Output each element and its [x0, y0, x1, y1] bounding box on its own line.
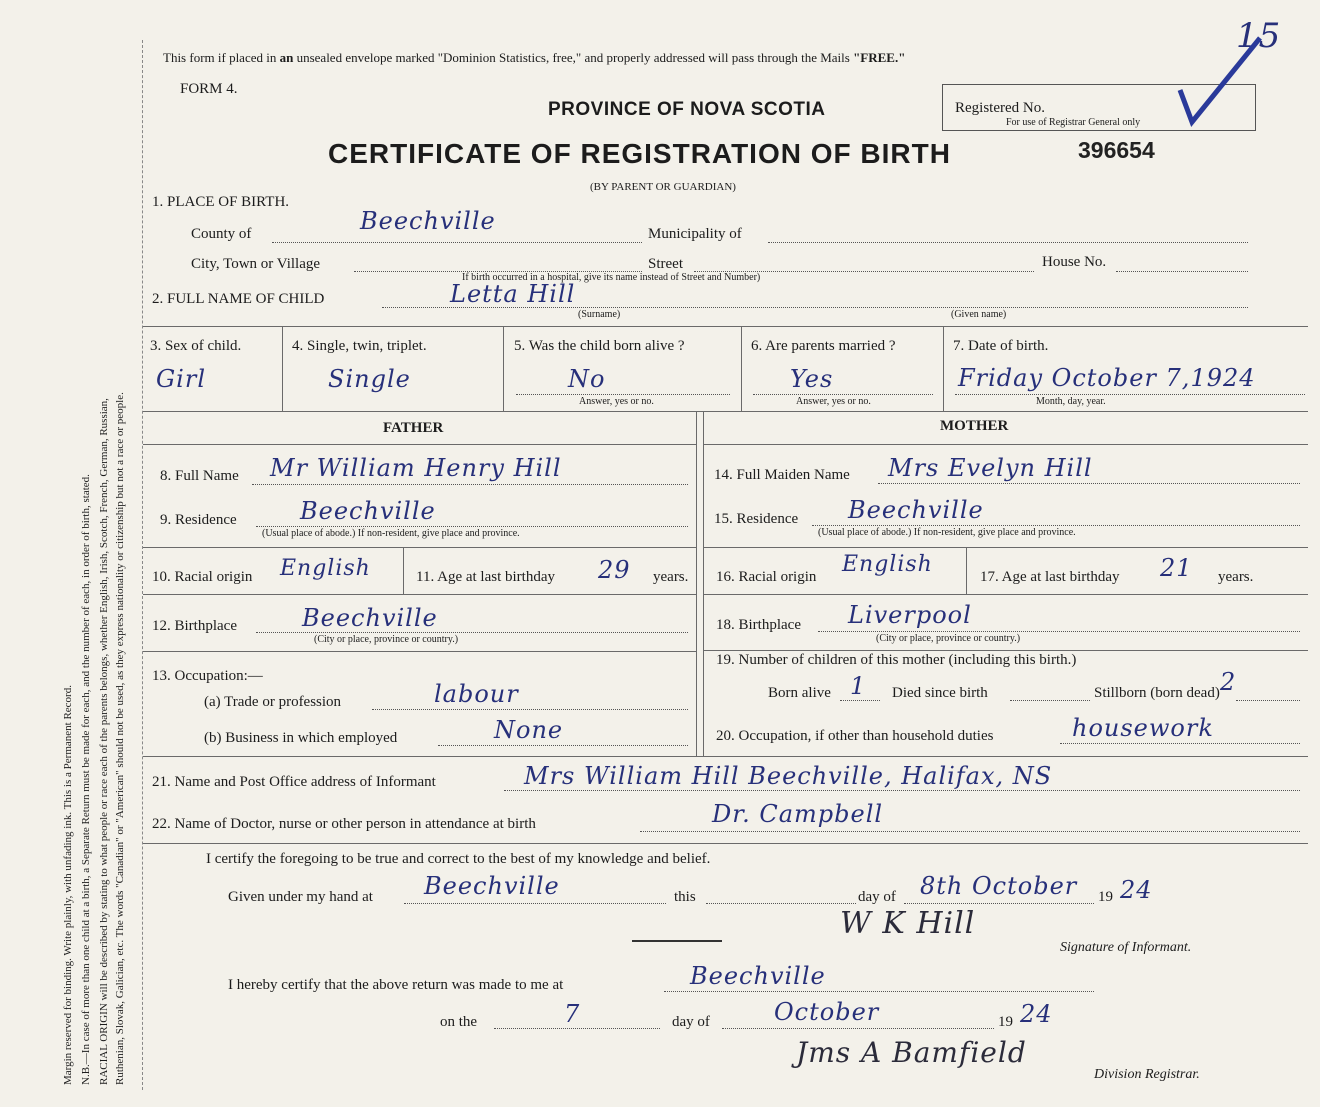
- divider-parents: [143, 411, 1308, 412]
- plurality-label: 4. Single, twin, triplet.: [292, 338, 427, 354]
- given-place-value: Beechville: [424, 872, 560, 900]
- mail-notice: This form if placed in an unsealed envelope marked "Dominion Statistics, free," and properly addressed will pass through the Mails "FREE.": [163, 50, 906, 65]
- street-label: Street: [648, 256, 683, 272]
- place-of-birth-label: 1. PLACE OF BIRTH.: [152, 194, 290, 210]
- informant-label: 21. Name and Post Office address of Informant: [152, 774, 436, 790]
- divider-top-table: [143, 326, 1308, 327]
- registrar-signature: Jms A Bamfield: [796, 1036, 1027, 1069]
- mother-rule-3: [703, 650, 1308, 651]
- col-divider-4: [943, 326, 944, 411]
- doctor-value: Dr. Campbell: [712, 800, 884, 828]
- this-label: this: [674, 889, 696, 905]
- mother-racial-sep: [966, 547, 967, 594]
- registrar-month-value: October: [774, 998, 880, 1026]
- informant-signature-line: [632, 940, 722, 942]
- house-no-label: House No.: [1042, 254, 1107, 270]
- given-name-note: (Given name): [951, 309, 1007, 320]
- county-line: [272, 242, 642, 243]
- dob-line: [955, 394, 1305, 395]
- doctor-line: [640, 831, 1300, 832]
- father-trade-line: [372, 709, 688, 710]
- margin-note-3: RACIAL ORIGIN will be described by stating to what people or race each of the parents belongs, whether English, Irish, Scotch, French, German, Russian,: [98, 398, 110, 1085]
- informant-value: Mrs William Hill Beechville, Halifax, NS: [524, 762, 1053, 790]
- father-rule-2: [143, 594, 696, 595]
- father-rule-3: [143, 651, 696, 652]
- registrar-day-line: [494, 1028, 660, 1029]
- mother-birthplace-value: Liverpool: [848, 601, 972, 629]
- given-year-prefix: 19: [1098, 889, 1113, 905]
- died-line: [1010, 700, 1090, 701]
- informant-signature: W K Hill: [840, 906, 976, 941]
- county-value: Beechville: [360, 207, 496, 235]
- registrar-statement: I hereby certify that the above return was made to me at: [228, 977, 564, 993]
- stillborn-label: Stillborn (born dead): [1094, 685, 1220, 701]
- father-birthplace-line: [256, 632, 688, 633]
- doctor-label: 22. Name of Doctor, nurse or other person in attendance at birth: [152, 816, 536, 832]
- father-age-value: 29: [598, 556, 631, 584]
- father-residence-label: 9. Residence: [160, 512, 237, 528]
- born-alive-value: No: [568, 365, 606, 393]
- mother-years-label: years.: [1218, 569, 1254, 585]
- married-line: [753, 394, 933, 395]
- mother-heading: MOTHER: [940, 418, 1009, 434]
- father-abode-note: (Usual place of abode.) If non-resident, give place and province.: [262, 528, 520, 539]
- registrar-place-line: [664, 991, 1094, 992]
- divider-informant: [143, 756, 1308, 757]
- certify-statement: I certify the foregoing to be true and correct to the best of my knowledge and belief.: [206, 851, 711, 867]
- mother-abode-note: (Usual place of abode.) If non-resident, give place and province.: [818, 527, 1076, 538]
- mother-birthplace-line: [818, 631, 1300, 632]
- mother-residence-value: Beechville: [848, 496, 984, 524]
- given-date-value: 8th October: [920, 872, 1078, 900]
- mother-city-note: (City or place, province or country.): [876, 633, 1021, 644]
- form-number: FORM 4.: [180, 81, 238, 97]
- mother-age-value: 21: [1160, 554, 1193, 582]
- father-name-value: Mr William Henry Hill: [270, 454, 562, 482]
- county-label: County of: [191, 226, 252, 242]
- division-registrar-label: Division Registrar.: [1094, 1067, 1200, 1082]
- col-divider-1: [282, 326, 283, 411]
- city-label: City, Town or Village: [191, 256, 321, 272]
- registration-number: 396654: [1078, 137, 1155, 163]
- father-city-note: (City or place, province or country.): [314, 634, 459, 645]
- parents-married-label: 6. Are parents married ?: [751, 338, 896, 354]
- date-of-birth-value: Friday October 7,1924: [958, 364, 1256, 392]
- mother-birthplace-label: 18. Birthplace: [716, 617, 801, 633]
- father-trade-value: labour: [434, 680, 519, 708]
- father-racial-sep: [403, 547, 404, 594]
- parents-center-right: [703, 411, 704, 756]
- mother-heading-rule: [703, 444, 1308, 445]
- signature-informant-label: Signature of Informant.: [1060, 940, 1192, 955]
- father-business-value: None: [494, 716, 564, 744]
- father-business-line: [438, 745, 688, 746]
- on-the-label: on the: [440, 1014, 478, 1030]
- born-alive-count-label: Born alive: [768, 685, 831, 701]
- born-alive-line: [516, 394, 730, 395]
- registered-no-label: Registered No.: [955, 100, 1045, 116]
- stillborn-value: 2: [1220, 668, 1237, 696]
- father-trade-label: (a) Trade or profession: [204, 694, 342, 710]
- form-left-border: [142, 40, 143, 1090]
- mother-name-value: Mrs Evelyn Hill: [888, 454, 1093, 482]
- mother-residence-label: 15. Residence: [714, 511, 799, 527]
- registrar-note: For use of Registrar General only: [1006, 117, 1141, 128]
- father-business-label: (b) Business in which employed: [204, 730, 398, 746]
- house-line: [1116, 271, 1248, 272]
- mother-name-label: 14. Full Maiden Name: [714, 467, 850, 483]
- mother-residence-line: [812, 525, 1300, 526]
- given-date-line: [904, 903, 1094, 904]
- child-name-value: Letta Hill: [450, 280, 576, 308]
- given-under-label: Given under my hand at: [228, 889, 373, 905]
- check-mark-icon: [1170, 30, 1270, 130]
- children-count-label: 19. Number of children of this mother (including this birth.): [716, 652, 1077, 668]
- registrar-year-prefix: 19: [998, 1014, 1013, 1030]
- father-heading-rule: [143, 444, 696, 445]
- born-alive-label: 5. Was the child born alive ?: [514, 338, 685, 354]
- plurality-value: Single: [328, 365, 411, 393]
- stillborn-line: [1236, 700, 1300, 701]
- father-name-label: 8. Full Name: [160, 468, 239, 484]
- surname-note: (Surname): [578, 309, 621, 320]
- municipality-line: [768, 242, 1248, 243]
- registrar-day-value: 7: [564, 1000, 581, 1028]
- child-name-label: 2. FULL NAME OF CHILD: [152, 291, 325, 307]
- divider-certify: [143, 843, 1308, 844]
- hospital-note: If birth occurred in a hospital, give its name instead of Street and Number): [462, 272, 761, 283]
- sex-label: 3. Sex of child.: [150, 338, 242, 354]
- registrar-day-of-label: day of: [672, 1014, 710, 1030]
- father-age-label: 11. Age at last birthday: [416, 569, 555, 585]
- parents-married-value: Yes: [790, 365, 834, 393]
- father-racial-value: English: [280, 556, 371, 581]
- mother-racial-value: English: [842, 552, 933, 577]
- married-note: Answer, yes or no.: [796, 396, 871, 407]
- father-rule-1: [143, 547, 696, 548]
- father-birthplace-value: Beechville: [302, 604, 438, 632]
- father-heading: FATHER: [383, 420, 444, 436]
- mother-occupation-line: [1060, 743, 1300, 744]
- born-alive-count-value: 1: [850, 672, 867, 700]
- dob-note: Month, day, year.: [1036, 396, 1106, 407]
- informant-line: [504, 790, 1300, 791]
- died-since-birth-label: Died since birth: [892, 685, 988, 701]
- municipality-label: Municipality of: [648, 226, 742, 242]
- col-divider-2: [503, 326, 504, 411]
- registrar-place-value: Beechville: [690, 962, 826, 990]
- margin-note-4: Ruthenian, Slovak, Galician, etc. The words "Canadian" or "American" should not be used, as they express nationality or citizenship but not a race or people.: [114, 392, 126, 1085]
- mother-occupation-label: 20. Occupation, if other than household duties: [716, 728, 994, 744]
- father-name-line: [252, 484, 688, 485]
- born-alive-note: Answer, yes or no.: [579, 396, 654, 407]
- sex-value: Girl: [156, 365, 206, 393]
- corner-mark: 15: [1236, 16, 1282, 56]
- registrar-month-line: [722, 1028, 994, 1029]
- mother-age-label: 17. Age at last birthday: [980, 569, 1120, 585]
- born-alive-count-line: [840, 700, 880, 701]
- father-occupation-label: 13. Occupation:—: [152, 668, 263, 684]
- mother-occupation-value: housework: [1072, 714, 1214, 742]
- margin-note-2: N.B.—In case of more than one child at a birth, a Separate Return must be made for each, and the number of each, in order of birth, stated.: [80, 474, 92, 1085]
- day-of-label: day of: [858, 889, 896, 905]
- this-line: [706, 903, 856, 904]
- father-years-label: years.: [653, 569, 689, 585]
- mother-rule-1: [703, 547, 1308, 548]
- father-residence-value: Beechville: [300, 497, 436, 525]
- mother-rule-2: [703, 594, 1308, 595]
- given-place-line: [404, 903, 666, 904]
- certificate-subtitle: (BY PARENT OR GUARDIAN): [590, 181, 736, 193]
- certificate-title: CERTIFICATE OF REGISTRATION OF BIRTH: [328, 138, 951, 169]
- margin-note-1: Margin reserved for binding. Write plainly, with unfading ink. This is a Permanent Record.: [62, 685, 74, 1085]
- father-racial-label: 10. Racial origin: [152, 569, 253, 585]
- father-birthplace-label: 12. Birthplace: [152, 618, 237, 634]
- registrar-year-value: 24: [1020, 1000, 1053, 1028]
- date-of-birth-label: 7. Date of birth.: [953, 338, 1049, 354]
- col-divider-3: [741, 326, 742, 411]
- father-residence-line: [256, 526, 688, 527]
- mother-racial-label: 16. Racial origin: [716, 569, 817, 585]
- parents-center-left: [696, 411, 697, 756]
- given-year-value: 24: [1120, 876, 1153, 904]
- province-title: PROVINCE OF NOVA SCOTIA: [548, 99, 826, 120]
- mother-name-line: [878, 483, 1300, 484]
